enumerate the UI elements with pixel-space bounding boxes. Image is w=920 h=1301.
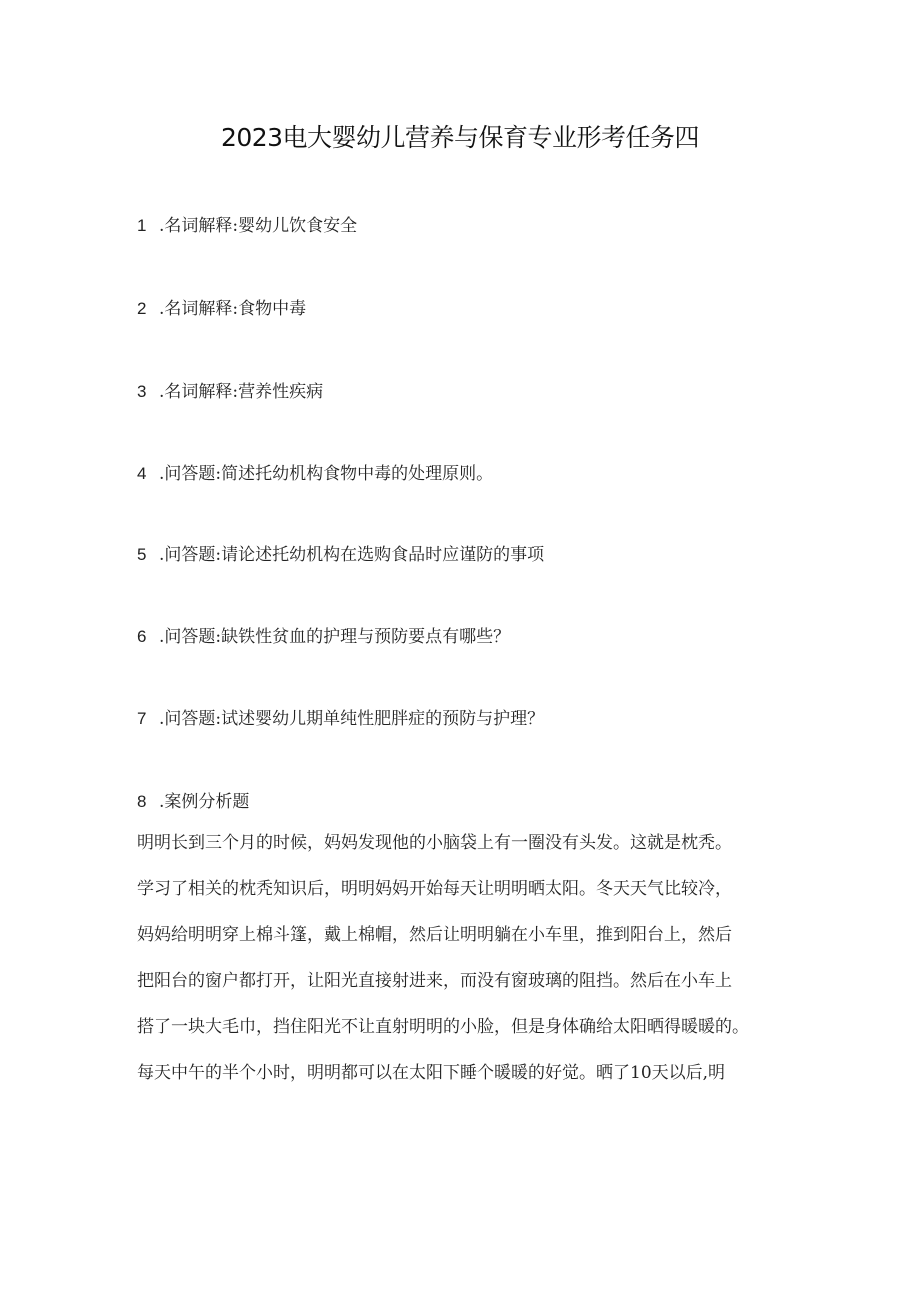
question-7 <box>137 707 544 731</box>
question-number: 2 <box>137 299 147 318</box>
question-text: .问答题:请论述托幼机构在选购食品时应谨防的事项 <box>159 545 545 565</box>
case-paragraph <box>137 820 797 1096</box>
question-number: 1 <box>137 216 147 235</box>
question-2 <box>137 297 306 321</box>
question-number: 5 <box>137 545 147 564</box>
case-line: 学习了相关的枕秃知识后，明明妈妈开始每天让明明晒太阳。冬天天气比较冷， <box>137 879 732 899</box>
case-line: 搭了一块大毛巾，挡住阳光不让直射明明的小脸，但是身体确给太阳晒得暖暖的。 <box>137 1017 749 1037</box>
question-number: 6 <box>137 627 147 646</box>
case-line: 把阳台的窗户都打开，让阳光直接射进来，而没有窗玻璃的阻挡。然后在小车上 <box>137 971 732 991</box>
question-number: 8 <box>137 792 147 811</box>
question-text: .问答题:试述婴幼儿期单纯性肥胖症的预防与护理？ <box>159 709 545 729</box>
question-5 <box>137 543 544 567</box>
question-text: .案例分析题 <box>159 792 250 812</box>
question-number: 4 <box>137 464 147 483</box>
document-title: 2023电大婴幼儿营养与保育专业形考任务四 <box>220 123 700 152</box>
question-number: 7 <box>137 709 147 728</box>
question-text: .问答题:简述托幼机构食物中毒的处理原则。 <box>159 464 494 484</box>
question-3 <box>137 380 323 404</box>
question-text: .名词解释:营养性疾病 <box>159 382 324 402</box>
case-line: 明明长到三个月的时候，妈妈发现他的小脑袋上有一圈没有头发。这就是枕秃。 <box>137 833 732 853</box>
question-8 <box>137 790 249 814</box>
question-text: .名词解释:婴幼儿饮食安全 <box>159 216 358 236</box>
question-text: .问答题:缺铁性贫血的护理与预防要点有哪些？ <box>159 627 511 647</box>
question-1 <box>137 214 357 238</box>
case-line: 妈妈给明明穿上棉斗篷，戴上棉帽，然后让明明躺在小车里，推到阳台上，然后 <box>137 925 732 945</box>
question-text: .名词解释:食物中毒 <box>159 299 307 319</box>
case-line: 每天中午的半个小时，明明都可以在太阳下睡个暖暖的好觉。晒了10天以后,明 <box>137 1063 726 1083</box>
question-number: 3 <box>137 382 147 401</box>
question-4 <box>137 462 493 486</box>
question-6 <box>137 625 510 649</box>
